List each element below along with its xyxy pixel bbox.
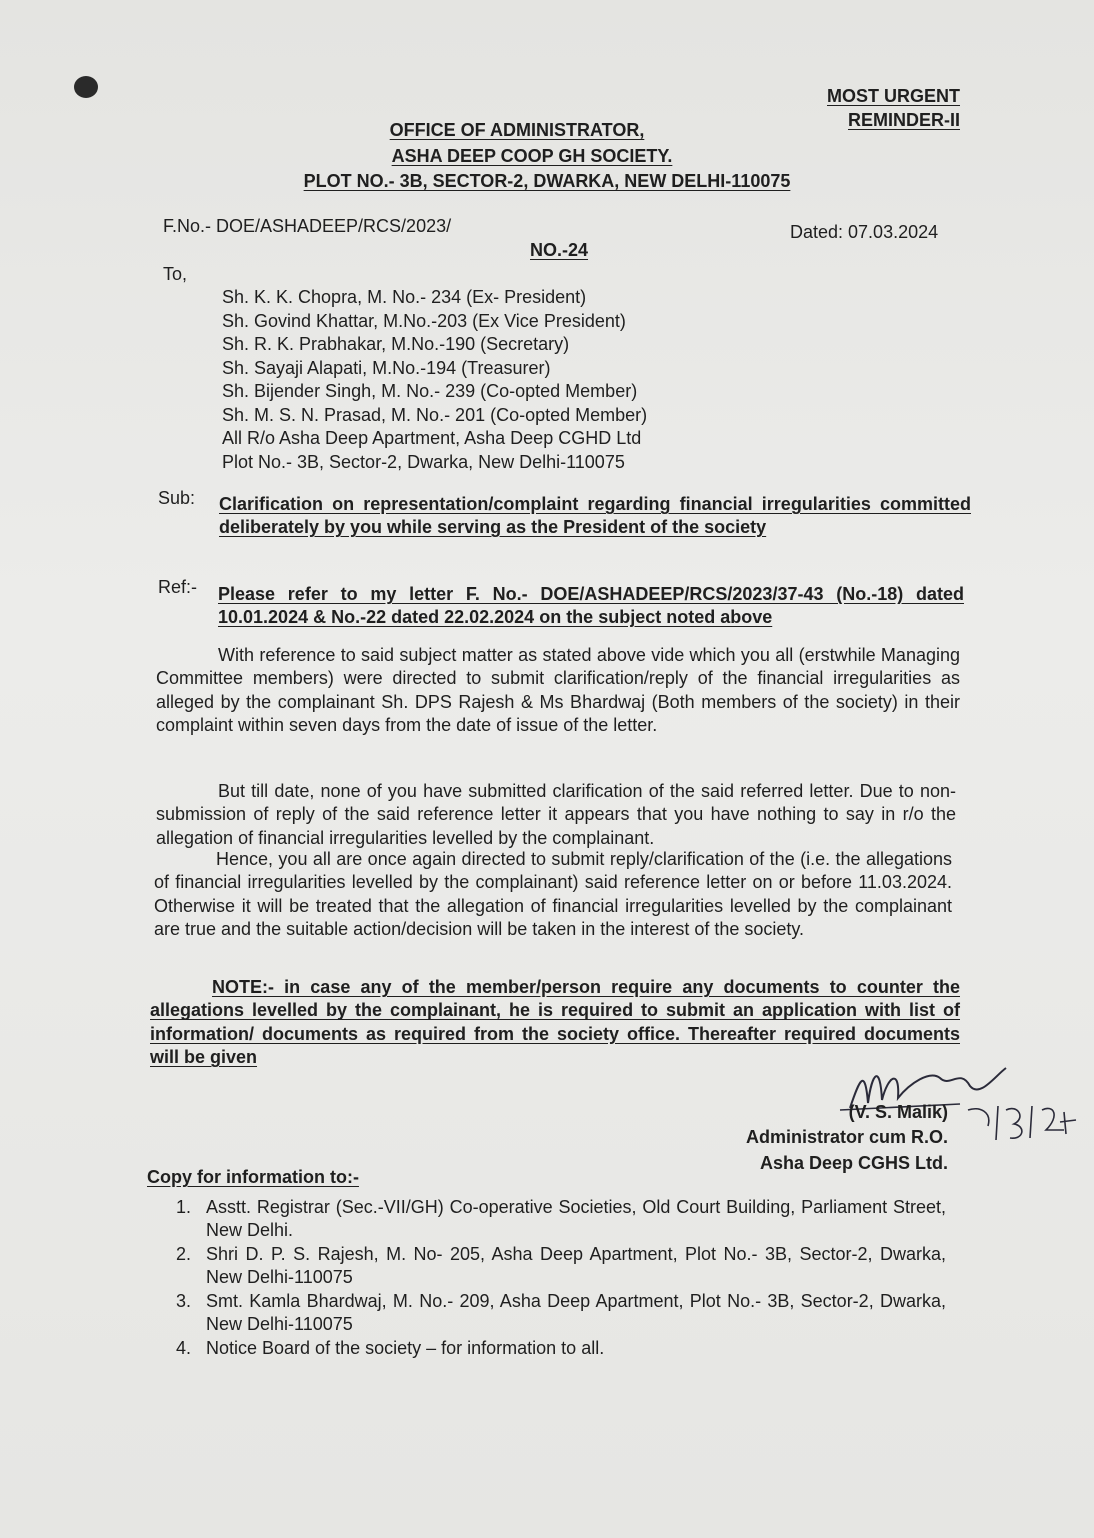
copy-item-number: 4. [176,1338,192,1358]
reference-text: Please refer to my letter F. No.- DOE/ASHADEEP/RCS/2023/37-43 (No.-18) dated 10.01.2024 & No.-22 dated 22.02.2024 on the subject noted above [218,584,964,627]
copy-item-text: Notice Board of the society – for information to all. [206,1338,605,1358]
copy-item [176,1290,946,1335]
signatory-designation: Administrator cum R.O. [745,1127,948,1147]
reference-label: Ref:- [158,577,198,597]
urgency-line2: REMINDER-II [848,110,960,130]
urgency-line1: MOST URGENT [827,86,960,106]
recipient-line: Sh. R. K. Prabhakar, M.No.-190 (Secretary) [222,334,570,354]
subject-text: Clarification on representation/complaint regarding financial irregularities committed deliberately by you while serving as the President of the society [219,494,971,537]
to-label: To, [163,264,188,284]
letterhead-line3: PLOT NO.- 3B, SECTOR-2, DWARKA, NEW DELHI-110075 [303,171,791,191]
letterhead-line1: OFFICE OF ADMINISTRATOR, [389,120,645,140]
copy-item-text: Asstt. Registrar (Sec.-VII/GH) Co-operative Societies, Old Court Building, Parliament Street, New Delhi. [206,1197,946,1240]
copy-item [176,1243,946,1288]
subject-label: Sub: [158,488,196,508]
recipient-list [222,286,647,474]
letter-date: Dated: 07.03.2024 [790,222,939,242]
copy-item [176,1196,946,1241]
copy-item-number: 3. [176,1291,192,1311]
file-number: F.No.- DOE/ASHADEEP/RCS/2023/ [163,216,452,236]
letterhead-line2: ASHA DEEP COOP GH SOCIETY. [391,146,673,166]
signatory-name: (V. S. Malik) [848,1102,948,1122]
copy-item-number: 2. [176,1244,192,1264]
recipient-line: Sh. Sayaji Alapati, M.No.-194 (Treasurer) [222,357,551,378]
signatory-organisation: Asha Deep CGHS Ltd. [759,1153,948,1173]
body-paragraph-2: But till date, none of you have submitted clarification of the said referred letter. Due to non-submission of reply of the said reference letter it appears that you have nothing to say in r/o the allegation of financial irregularities levelled by the complainant. [156,781,956,848]
recipient-line: All R/o Asha Deep Apartment, Asha Deep CGHD Ltd [222,428,642,448]
note-paragraph: NOTE:- in case any of the member/person require any documents to counter the allegations levelled by the complainant, he is required to submit an application with list of information/ documents as required from the society office. Thereafter required documents will be given [150,977,960,1068]
body-paragraph-3: Hence, you all are once again directed to submit reply/clarification of the (i.e. the allegations of financial irregularities levelled by the complainant) said reference letter on or before 11.03.2024. Otherwise it will be treated that the allegation of financial irregularities levelled by the complainant are true and the suitable action/decision will be taken in the interest of the society. [154,849,952,940]
copy-item [176,1337,946,1360]
recipient-line: Plot No.- 3B, Sector-2, Dwarka, New Delhi-110075 [222,451,625,472]
copy-item-text: Shri D. P. S. Rajesh, M. No- 205, Asha Deep Apartment, Plot No.- 3B, Sector-2, Dwarka, New Delhi-110075 [206,1244,946,1287]
recipient-line: Sh. Govind Khattar, M.No.-203 (Ex Vice President) [222,310,626,331]
letter-number: NO.-24 [530,240,589,260]
copy-item-number: 1. [176,1197,192,1217]
copy-list [176,1196,946,1362]
recipient-line: Sh. Bijender Singh, M. No.- 239 (Co-opted Member) [222,381,638,401]
body-paragraph-1: With reference to said subject matter as stated above vide which you all (erstwhile Managing Committee members) were directed to submit clarification/reply of the financial irregularities as alleged by the complainant Sh. DPS Rajesh & Ms Bhardwaj (Both members of the society) in their complaint within seven days from the date of issue of the letter. [156,645,960,736]
copy-item-text: Smt. Kamla Bhardwaj, M. No.- 209, Asha Deep Apartment, Plot No.- 3B, Sector-2, Dwarka, New Delhi-110075 [206,1291,946,1334]
recipient-line: Sh. M. S. N. Prasad, M. No.- 201 (Co-opted Member) [222,404,648,425]
copy-heading: Copy for information to:- [147,1167,359,1187]
recipient-line: Sh. K. K. Chopra, M. No.- 234 (Ex- President) [222,287,587,307]
punch-hole [74,76,98,98]
